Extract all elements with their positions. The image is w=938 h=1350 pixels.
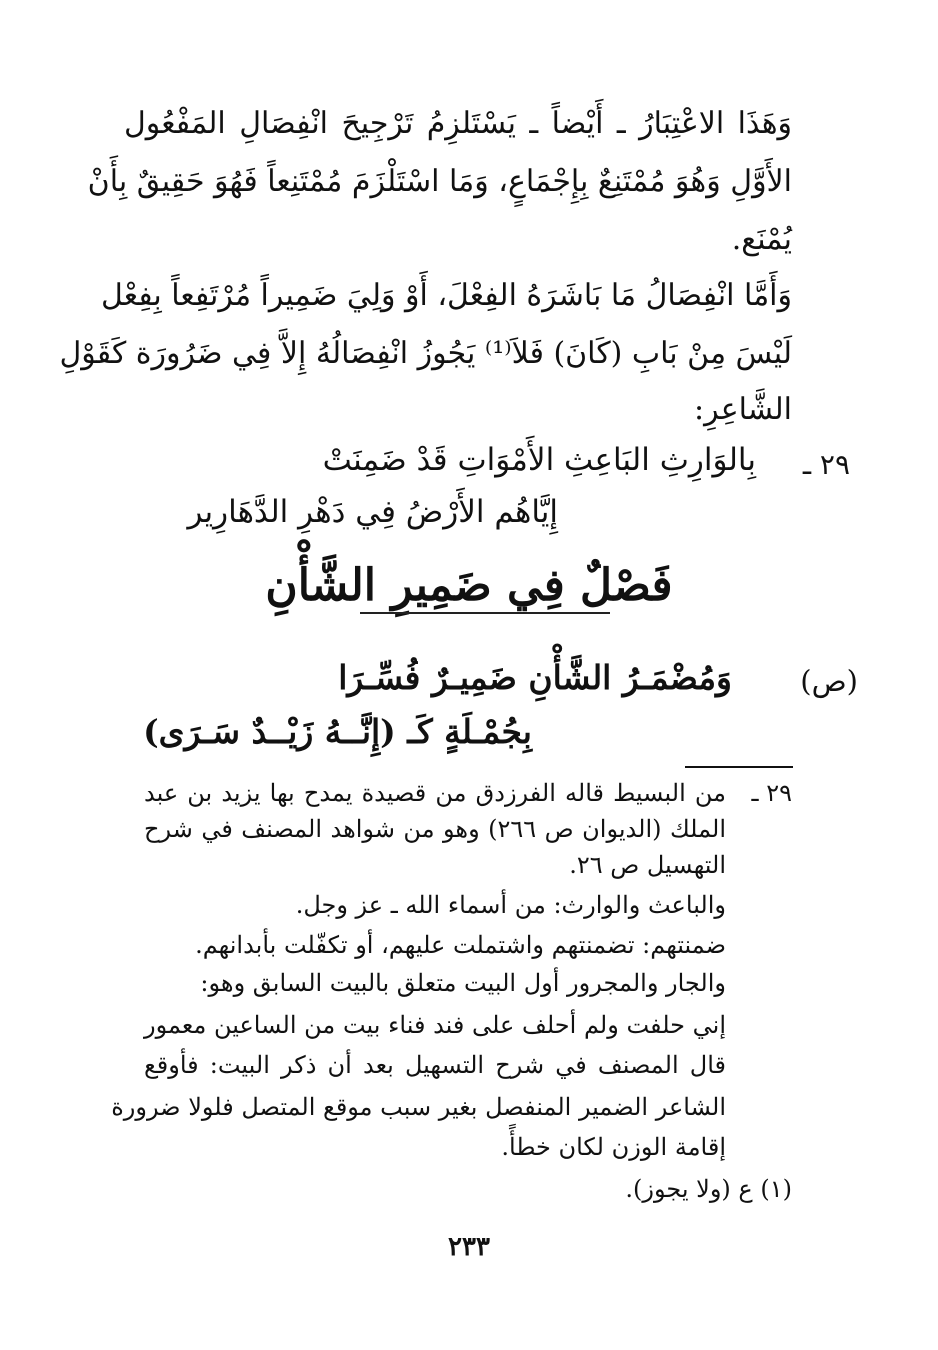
verse-number: ٢٩ ـ (802, 448, 850, 481)
matn-first-line: وَمُضْمَـرُ الشَّأْنِ ضَمِيـرٌ فُسِّـرَا (338, 658, 732, 697)
footnote-line-3: التهسيل ص ٢٦. (569, 851, 726, 879)
footnote-line-1: من البسيط قاله الفرزدق من قصيدة يمدح بها يزيد بن عبد (144, 779, 726, 807)
footnote-line-8: قال المصنف في شرح التسهيل بعد أن ذكر البيت: فأوقع (144, 1051, 726, 1079)
footnote-line-2: الملك (الديوان ص ٢٦٦) وهو من شواهد المصنف في شرح (144, 815, 726, 843)
verse-first-hemistich: بِالوَارِثِ البَاعِثِ الأَمْوَاتِ قَدْ ضَمِنَتْ (322, 442, 756, 478)
body-line-3: يُمْنَع. (731, 222, 792, 257)
footnote-line-10: إقامة الوزن لكان خطأً. (501, 1133, 726, 1161)
footnote-line-4: والباعث والوارث: من أسماء الله ـ عز وجل. (295, 891, 726, 919)
page-number: ٢٣٣ (448, 1232, 490, 1262)
matn-marker: (ص) (800, 664, 858, 698)
matn-second-line: بِجُمْـلَةٍ كَـ (إِنَّــهُ زَيْــدٌ سَـرَى) (143, 712, 532, 751)
body-line-4: وَأَمَّا انْفِصَالُ مَا بَاشَرَهُ الفِعْلَ، أَوْ وَلِيَ ضَمِيراً مُرْتَفِعاً بِفِعْل (101, 278, 792, 313)
footnote-variant: (١) ع (ولا يجوز). (625, 1175, 792, 1203)
body-line-2: الأَوَّلِ وَهُوَ مُمْتَنِعٌ بِإِجْمَاعٍ، وَمَا اسْتَلْزَمَ مُمْتَنِعاً فَهُوَ حَقِيقٌ بِأَنْ (87, 164, 792, 199)
verse-second-hemistich: إِيَّاهُم الأَرْضُ فِي دَهْرِ الدَّهَارِير (187, 494, 558, 530)
body-line-5: لَيْسَ مِنْ بَابِ (كَانَ) فَلاَ⁽¹⁾ يَجُوزُ انْفِصَالُهُ إِلاَّ فِي ضَرُورَة كَقَوْلِ (59, 336, 792, 371)
section-heading: فَصْلٌ فِي ضَمِيرِ الشَّأْنِ (265, 560, 673, 611)
heading-underline (360, 612, 610, 614)
footnote-line-5: ضمنتهم: تضمنتهم واشتملت عليهم، أو تكفّلت بأبدانهم. (195, 931, 726, 959)
footnote-line-6: والجار والمجرور أول البيت متعلق بالبيت السابق وهو: (200, 969, 726, 997)
footnote-separator (685, 766, 793, 768)
footnote-line-9: الشاعر الضمير المنفصل بغير سبب موقع المتصل فلولا ضرورة (111, 1093, 726, 1121)
footnote-entry-number: ٢٩ ـ (751, 779, 792, 807)
footnote-line-7: إني حلفت ولم أحلف على فند فناء بيت من الساعين معمور (144, 1011, 726, 1039)
body-line-6: الشَّاعِرِ: (694, 392, 792, 427)
body-line-1: وَهَذَا الاعْتِبَارُ ـ أَيْضاً ـ يَسْتَلزِمُ تَرْجِيحَ انْفِصَالِ المَفْعُول (124, 106, 792, 141)
